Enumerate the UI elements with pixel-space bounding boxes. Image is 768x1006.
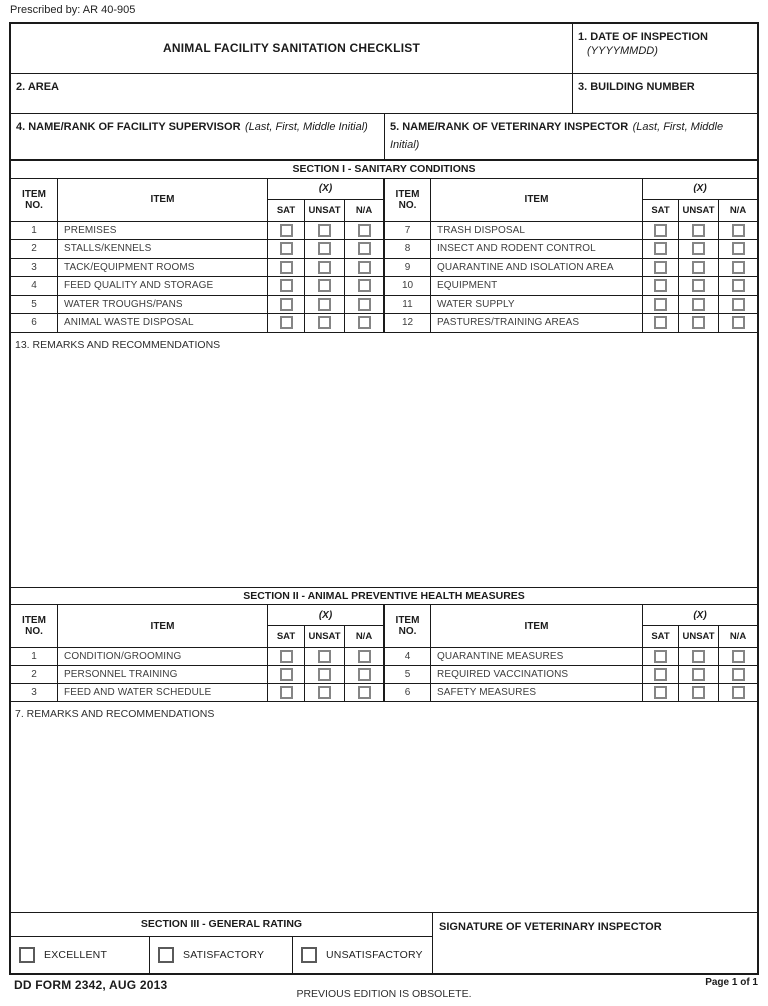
na-checkbox-cell (345, 314, 384, 333)
na-checkbox-cell (345, 259, 384, 278)
item-number: 2 (11, 240, 58, 259)
sat-checkbox[interactable] (654, 668, 667, 681)
section2-remarks-label: 7. REMARKS AND RECOMMENDATIONS (15, 708, 215, 721)
na-checkbox-cell (345, 277, 384, 296)
unsat-checkbox[interactable] (692, 316, 705, 329)
x-mark-header: (X) (643, 179, 757, 200)
item-number: 3 (11, 259, 58, 278)
sat-checkbox[interactable] (280, 261, 293, 274)
na-checkbox-cell (719, 277, 757, 296)
na-checkbox[interactable] (732, 298, 745, 311)
sat-checkbox[interactable] (654, 298, 667, 311)
sat-checkbox-cell (268, 314, 305, 333)
date-of-inspection-input[interactable] (573, 54, 757, 73)
facility-supervisor-input[interactable] (11, 130, 384, 159)
na-checkbox-cell (345, 240, 384, 259)
sat-checkbox[interactable] (280, 686, 293, 699)
unsatisfactory-checkbox[interactable] (301, 947, 317, 963)
na-checkbox[interactable] (358, 316, 371, 329)
sat-checkbox[interactable] (654, 650, 667, 663)
na-checkbox[interactable] (358, 279, 371, 292)
sat-checkbox[interactable] (280, 242, 293, 255)
na-checkbox[interactable] (358, 668, 371, 681)
section1-remarks-input[interactable] (11, 351, 757, 587)
sat-checkbox-cell (268, 296, 305, 315)
unsat-checkbox-cell (679, 259, 719, 278)
facility-supervisor-cell (11, 114, 385, 159)
unsat-checkbox[interactable] (692, 668, 705, 681)
unsat-checkbox[interactable] (318, 261, 331, 274)
item-label: TACK/EQUIPMENT ROOMS (58, 259, 268, 278)
na-checkbox[interactable] (358, 242, 371, 255)
building-number-input[interactable] (573, 90, 757, 114)
date-of-inspection-cell (573, 24, 757, 73)
item-number: 5 (384, 666, 431, 684)
prescribed-by-note: Prescribed by: AR 40-905 (10, 4, 136, 16)
item-number: 6 (11, 314, 58, 333)
na-checkbox[interactable] (732, 242, 745, 255)
unsat-checkbox-cell (679, 240, 719, 259)
item-number: 4 (11, 277, 58, 296)
sat-header: SAT (643, 626, 679, 647)
excellent-checkbox[interactable] (19, 947, 35, 963)
signature-label: SIGNATURE OF VETERINARY INSPECTOR (439, 920, 662, 933)
item-header: ITEM (431, 605, 643, 647)
item-no-header: ITEM NO. (11, 605, 58, 647)
veterinary-inspector-hint: (Last, First, Middle Initial) (390, 121, 724, 152)
sat-checkbox[interactable] (654, 279, 667, 292)
na-checkbox[interactable] (732, 686, 745, 699)
area-label: 2. AREA (16, 80, 59, 93)
item-number: 7 (384, 222, 431, 241)
sat-checkbox-cell (268, 222, 305, 241)
sat-checkbox[interactable] (280, 279, 293, 292)
item-number: 5 (11, 296, 58, 315)
satisfactory-checkbox[interactable] (158, 947, 174, 963)
na-checkbox-cell (345, 684, 384, 702)
unsat-checkbox-cell (679, 314, 719, 333)
date-format-hint: (YYYYMMDD) (587, 45, 658, 57)
sat-checkbox-cell (268, 684, 305, 702)
item-label: CONDITION/GROOMING (58, 648, 268, 666)
section2-title-bar: SECTION II - ANIMAL PREVENTIVE HEALTH MEASURES (11, 588, 757, 606)
item-number: 3 (11, 684, 58, 702)
page-number: Page 1 of 1 (705, 977, 758, 988)
unsat-checkbox-cell (305, 684, 345, 702)
date-of-inspection-label: 1. DATE OF INSPECTION (578, 31, 708, 43)
section1-remarks-label: 13. REMARKS AND RECOMMENDATIONS (15, 338, 221, 351)
sat-checkbox[interactable] (654, 686, 667, 699)
item-number: 8 (384, 240, 431, 259)
unsat-checkbox-cell (305, 314, 345, 333)
item-header: ITEM (58, 605, 268, 647)
unsat-checkbox[interactable] (692, 279, 705, 292)
item-label: WATER TROUGHS/PANS (58, 296, 268, 315)
section1-remarks-cell (11, 333, 757, 588)
unsat-checkbox-cell (679, 222, 719, 241)
item-number: 11 (384, 296, 431, 315)
unsat-checkbox-cell (305, 296, 345, 315)
section1-table-header (11, 179, 757, 222)
unsat-checkbox[interactable] (318, 316, 331, 329)
facility-supervisor-hint: (Last, First, Middle Initial) (244, 121, 368, 134)
signature-input[interactable] (433, 929, 757, 973)
section3-title-bar: SECTION III - GENERAL RATING (11, 913, 432, 937)
na-checkbox[interactable] (732, 261, 745, 274)
item-header: ITEM (58, 179, 268, 221)
na-checkbox[interactable] (732, 650, 745, 663)
item-header: ITEM (431, 179, 643, 221)
sat-checkbox[interactable] (280, 224, 293, 237)
veterinary-inspector-cell (385, 114, 757, 159)
unsat-checkbox-cell (305, 259, 345, 278)
sat-header: SAT (268, 200, 305, 221)
na-checkbox-cell (719, 684, 757, 702)
section2-remarks-input[interactable] (11, 720, 757, 911)
sat-checkbox-cell (268, 666, 305, 684)
sat-checkbox-cell (268, 240, 305, 259)
na-checkbox-cell (719, 666, 757, 684)
unsat-header: UNSAT (679, 200, 719, 221)
sat-header: SAT (268, 626, 305, 647)
unsat-checkbox[interactable] (692, 298, 705, 311)
sat-checkbox-cell (643, 240, 679, 259)
sat-checkbox-cell (643, 259, 679, 278)
form-title-cell (11, 24, 573, 73)
item-label: EQUIPMENT (431, 277, 643, 296)
sat-checkbox[interactable] (280, 668, 293, 681)
sat-checkbox-cell (643, 222, 679, 241)
na-checkbox[interactable] (358, 686, 371, 699)
item-label: WATER SUPPLY (431, 296, 643, 315)
unsat-checkbox[interactable] (692, 224, 705, 237)
section2-checklist-body (11, 648, 757, 702)
unsat-checkbox-cell (305, 240, 345, 259)
item-label: REQUIRED VACCINATIONS (431, 666, 643, 684)
item-number: 1 (11, 222, 58, 241)
na-checkbox[interactable] (358, 650, 371, 663)
unsat-checkbox[interactable] (318, 242, 331, 255)
unsat-checkbox-cell (305, 222, 345, 241)
unsat-checkbox[interactable] (318, 686, 331, 699)
section2-remarks-cell (11, 702, 757, 911)
na-checkbox[interactable] (732, 668, 745, 681)
section3-row (11, 912, 757, 973)
na-checkbox[interactable] (358, 261, 371, 274)
item-label: SAFETY MEASURES (431, 684, 643, 702)
item-no-header: ITEM NO. (384, 605, 431, 647)
item-label: STALLS/KENNELS (58, 240, 268, 259)
rating-label: SATISFACTORY (183, 948, 265, 961)
area-input[interactable] (11, 90, 572, 114)
section1-title-bar: SECTION I - SANITARY CONDITIONS (11, 161, 757, 179)
na-checkbox-cell (719, 648, 757, 666)
unsat-checkbox-cell (679, 648, 719, 666)
na-checkbox-cell (719, 296, 757, 315)
unsat-checkbox-cell (305, 666, 345, 684)
rating-options-row (11, 937, 432, 973)
veterinary-inspector-label: 5. NAME/RANK OF VETERINARY INSPECTOR (390, 121, 629, 134)
unsat-checkbox-cell (679, 296, 719, 315)
item-no-header: ITEM NO. (384, 179, 431, 221)
na-header: N/A (729, 631, 747, 643)
na-checkbox[interactable] (358, 298, 371, 311)
item-no-header: ITEM NO. (11, 179, 58, 221)
previous-edition-note: PREVIOUS EDITION IS OBSOLETE. (296, 988, 472, 1000)
rating-option-satisfactory (150, 937, 293, 973)
sat-checkbox-cell (643, 277, 679, 296)
na-checkbox-cell (719, 259, 757, 278)
item-label: QUARANTINE MEASURES (431, 648, 643, 666)
unsat-checkbox-cell (305, 648, 345, 666)
x-mark-header: (X) (268, 605, 384, 626)
sat-checkbox-cell (643, 648, 679, 666)
x-mark-header: (X) (643, 605, 757, 626)
na-checkbox[interactable] (732, 224, 745, 237)
na-checkbox-cell (719, 222, 757, 241)
unsat-checkbox[interactable] (318, 650, 331, 663)
unsat-checkbox-cell (679, 666, 719, 684)
na-checkbox-cell (345, 648, 384, 666)
item-label: PERSONNEL TRAINING (58, 666, 268, 684)
title-row (11, 24, 757, 74)
item-label: TRASH DISPOSAL (431, 222, 643, 241)
unsat-checkbox[interactable] (318, 298, 331, 311)
na-checkbox-cell (345, 666, 384, 684)
item-number: 1 (11, 648, 58, 666)
unsat-checkbox[interactable] (692, 650, 705, 663)
unsat-checkbox[interactable] (692, 242, 705, 255)
section1-checklist-body (11, 222, 757, 333)
names-row (11, 114, 757, 161)
sat-header: SAT (643, 200, 679, 221)
item-number: 9 (384, 259, 431, 278)
form-container (9, 22, 759, 975)
na-checkbox-cell (345, 222, 384, 241)
building-number-label: 3. BUILDING NUMBER (578, 80, 695, 93)
na-checkbox-cell (345, 296, 384, 315)
unsat-checkbox-cell (679, 684, 719, 702)
sat-checkbox-cell (643, 684, 679, 702)
item-label: ANIMAL WASTE DISPOSAL (58, 314, 268, 333)
na-checkbox-cell (719, 314, 757, 333)
unsat-checkbox[interactable] (318, 279, 331, 292)
unsat-checkbox[interactable] (692, 686, 705, 699)
unsat-checkbox[interactable] (318, 668, 331, 681)
item-label: PREMISES (58, 222, 268, 241)
sat-checkbox[interactable] (654, 261, 667, 274)
sat-checkbox-cell (268, 259, 305, 278)
item-label: INSECT AND RODENT CONTROL (431, 240, 643, 259)
sat-checkbox[interactable] (280, 298, 293, 311)
na-checkbox[interactable] (358, 224, 371, 237)
na-header: N/A (345, 200, 384, 221)
item-label: PASTURES/TRAINING AREAS (431, 314, 643, 333)
sat-checkbox[interactable] (280, 316, 293, 329)
item-label: QUARANTINE AND ISOLATION AREA (431, 259, 643, 278)
item-number: 2 (11, 666, 58, 684)
rating-label: UNSATISFACTORY (326, 948, 423, 961)
item-number: 10 (384, 277, 431, 296)
rating-option-excellent (11, 937, 150, 973)
na-checkbox[interactable] (732, 316, 745, 329)
na-header: N/A (345, 626, 384, 647)
unsat-checkbox-cell (305, 277, 345, 296)
form-title: ANIMAL FACILITY SANITATION CHECKLIST (163, 41, 420, 56)
sat-checkbox[interactable] (654, 224, 667, 237)
sat-checkbox-cell (268, 277, 305, 296)
section2-table-header (11, 605, 757, 648)
item-label: FEED AND WATER SCHEDULE (58, 684, 268, 702)
area-row (11, 74, 757, 115)
facility-supervisor-label: 4. NAME/RANK OF FACILITY SUPERVISOR (16, 121, 241, 134)
unsat-checkbox[interactable] (692, 261, 705, 274)
sat-checkbox[interactable] (654, 242, 667, 255)
form-id: DD FORM 2342, AUG 2013 (14, 978, 168, 992)
unsat-header: UNSAT (305, 626, 345, 647)
na-header: N/A (729, 204, 747, 216)
unsat-header: UNSAT (305, 200, 345, 221)
sat-checkbox[interactable] (280, 650, 293, 663)
rating-label: EXCELLENT (44, 948, 108, 961)
na-checkbox-cell (719, 240, 757, 259)
signature-cell (432, 913, 757, 973)
area-cell (11, 74, 573, 114)
item-label: FEED QUALITY AND STORAGE (58, 277, 268, 296)
item-number: 12 (384, 314, 431, 333)
sat-checkbox-cell (268, 648, 305, 666)
sat-checkbox-cell (643, 314, 679, 333)
sat-checkbox[interactable] (654, 316, 667, 329)
item-number: 6 (384, 684, 431, 702)
sat-checkbox-cell (643, 296, 679, 315)
sat-checkbox-cell (643, 666, 679, 684)
unsat-checkbox[interactable] (318, 224, 331, 237)
building-number-cell (573, 74, 757, 114)
x-mark-header: (X) (268, 179, 384, 200)
veterinary-inspector-input[interactable] (385, 130, 757, 159)
item-number: 4 (384, 648, 431, 666)
general-rating-block (11, 913, 432, 973)
unsat-header: UNSAT (679, 626, 719, 647)
na-checkbox[interactable] (732, 279, 745, 292)
unsat-checkbox-cell (679, 277, 719, 296)
rating-option-unsatisfactory (293, 937, 432, 973)
